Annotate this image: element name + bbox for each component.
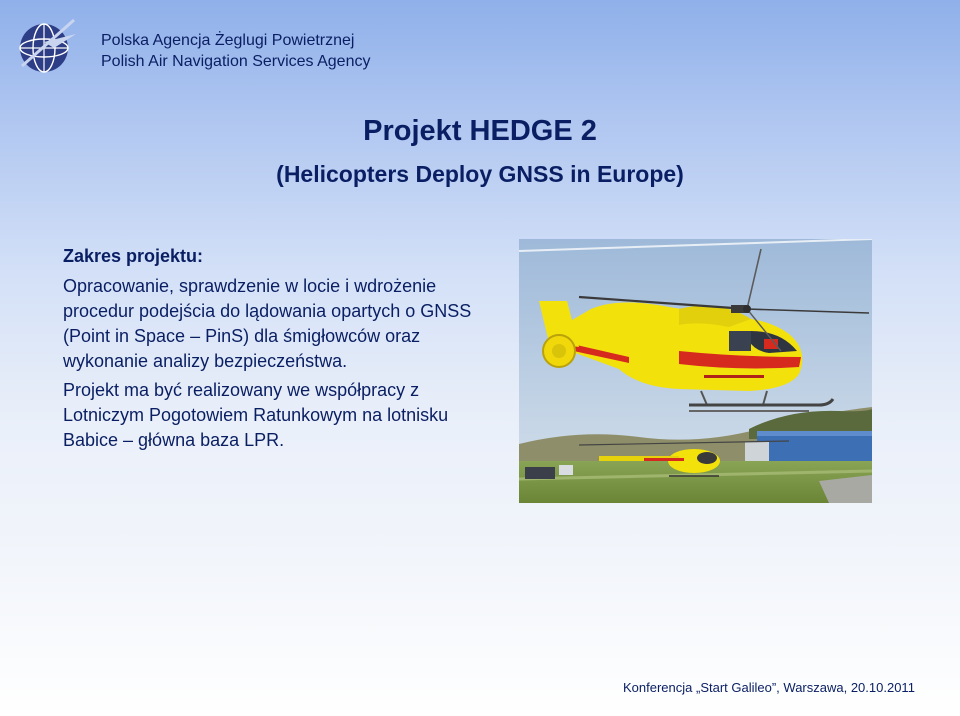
- scope-body: [63, 274, 503, 457]
- slide-subtitle: (Helicopters Deploy GNSS in Europe): [276, 161, 684, 187]
- organization-name-en: Polish Air Navigation Services Agency: [101, 53, 371, 70]
- slide-title: Projekt HEDGE 2: [363, 115, 597, 147]
- organization-name-pl: Polska Agencja Żeglugi Powietrznej: [101, 32, 355, 49]
- scope-paragraph-1: Opracowanie, sprawdzenie w locie i wdrożenie procedur podejścia do lądowania opartych o GNSS (Point in Space – PinS) dla śmigłowców oraz wykonanie analizy bezpieczeństwa.: [63, 276, 472, 371]
- scope-heading: Zakres projektu:: [63, 246, 204, 266]
- pansa-logo-icon: [14, 12, 82, 80]
- footer-conference: Konferencja „Start Galileo”, Warszawa, 20.10.2011: [623, 680, 915, 695]
- scope-paragraph-2: Projekt ma być realizowany we współpracy z Lotniczym Pogotowiem Ratunkowym na lotnisku Babice – główna baza LPR.: [63, 380, 449, 450]
- helicopter-photo: [519, 239, 872, 503]
- helicopter-photo-illustration: [519, 239, 872, 503]
- organization-name: [101, 30, 370, 72]
